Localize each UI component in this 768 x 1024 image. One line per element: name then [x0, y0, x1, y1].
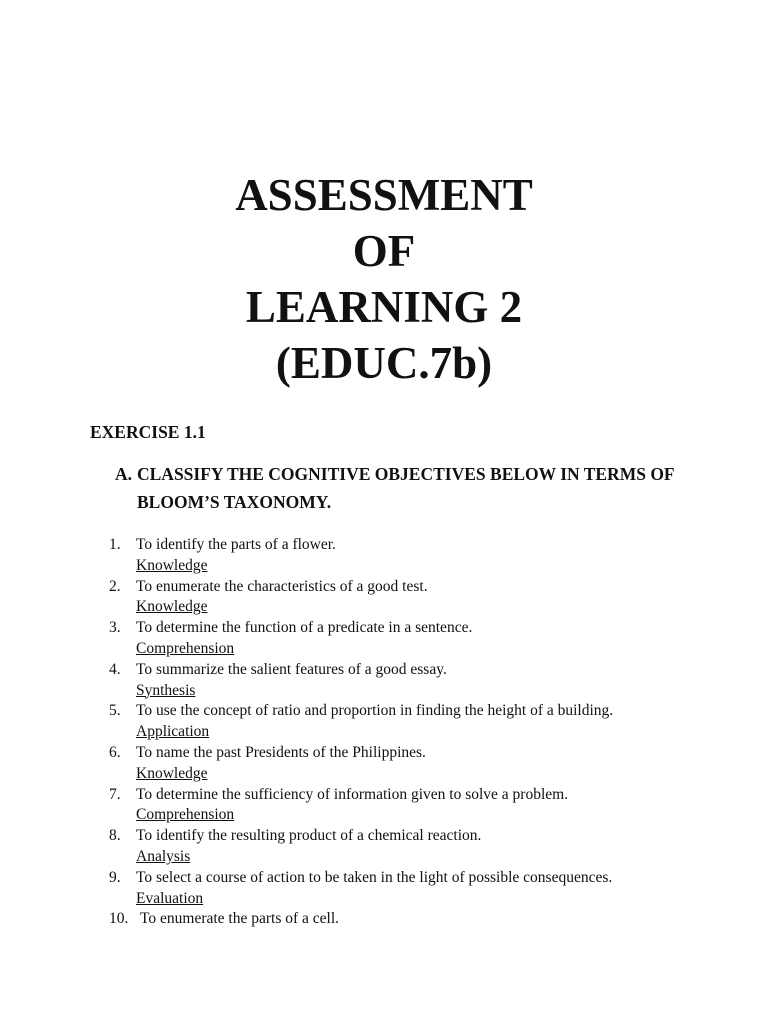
item-number: 2. [109, 577, 121, 595]
item-answer: Application [136, 723, 210, 741]
document-title [0, 167, 768, 391]
title-line: OF [352, 226, 416, 276]
item-objective: To determine the sufficiency of information given to solve a problem. [136, 785, 569, 803]
section-heading [115, 460, 675, 516]
section-instruction: CLASSIFY THE COGNITIVE OBJECTIVES BELOW IN TERMS OF BLOOM’S TAXONOMY. [137, 464, 674, 512]
item-number: 8. [109, 827, 121, 845]
item-answer: Knowledge [136, 556, 208, 574]
title-line: ASSESSMENT [235, 170, 533, 220]
list-item [109, 618, 749, 660]
item-number: 5. [109, 702, 121, 720]
item-answer: Analysis [136, 847, 191, 865]
exercise-heading: EXERCISE 1.1 [90, 422, 206, 442]
list-item [109, 577, 749, 619]
item-number: 10. [109, 910, 129, 928]
title-line: LEARNING 2 [245, 282, 523, 332]
objectives-list [109, 535, 749, 930]
item-objective: To determine the function of a predicate in a sentence. [136, 619, 473, 637]
item-number: 4. [109, 660, 121, 678]
title-line: (EDUC.7b) [275, 338, 493, 388]
item-number: 7. [109, 785, 121, 803]
item-answer: Comprehension [136, 639, 235, 657]
list-item [109, 535, 749, 577]
list-item [109, 660, 749, 702]
item-objective: To select a course of action to be taken in the light of possible consequences. [136, 868, 613, 886]
item-number: 9. [109, 868, 121, 886]
item-number: 6. [109, 743, 121, 761]
item-objective: To identify the resulting product of a chemical reaction. [136, 827, 482, 845]
item-answer: Evaluation [136, 889, 204, 907]
item-objective: To enumerate the characteristics of a good test. [136, 577, 428, 595]
item-answer: Knowledge [136, 598, 208, 616]
item-objective: To enumerate the parts of a cell. [140, 910, 340, 928]
item-answer: Comprehension [136, 806, 235, 824]
item-number: 3. [109, 619, 121, 637]
list-item [109, 909, 749, 930]
list-item [109, 868, 749, 910]
list-item [109, 785, 749, 827]
item-objective: To use the concept of ratio and proportion in finding the height of a building. [136, 702, 614, 720]
section-letter: A. [115, 464, 133, 484]
item-number: 1. [109, 536, 121, 553]
list-item [109, 826, 749, 868]
item-objective: To summarize the salient features of a good essay. [136, 660, 447, 678]
item-objective: To identify the parts of a flower. [136, 536, 336, 553]
item-objective: To name the past Presidents of the Philippines. [136, 743, 426, 761]
item-answer: Synthesis [136, 681, 196, 699]
item-answer: Knowledge [136, 764, 208, 782]
list-item [109, 743, 749, 785]
list-item [109, 701, 749, 743]
